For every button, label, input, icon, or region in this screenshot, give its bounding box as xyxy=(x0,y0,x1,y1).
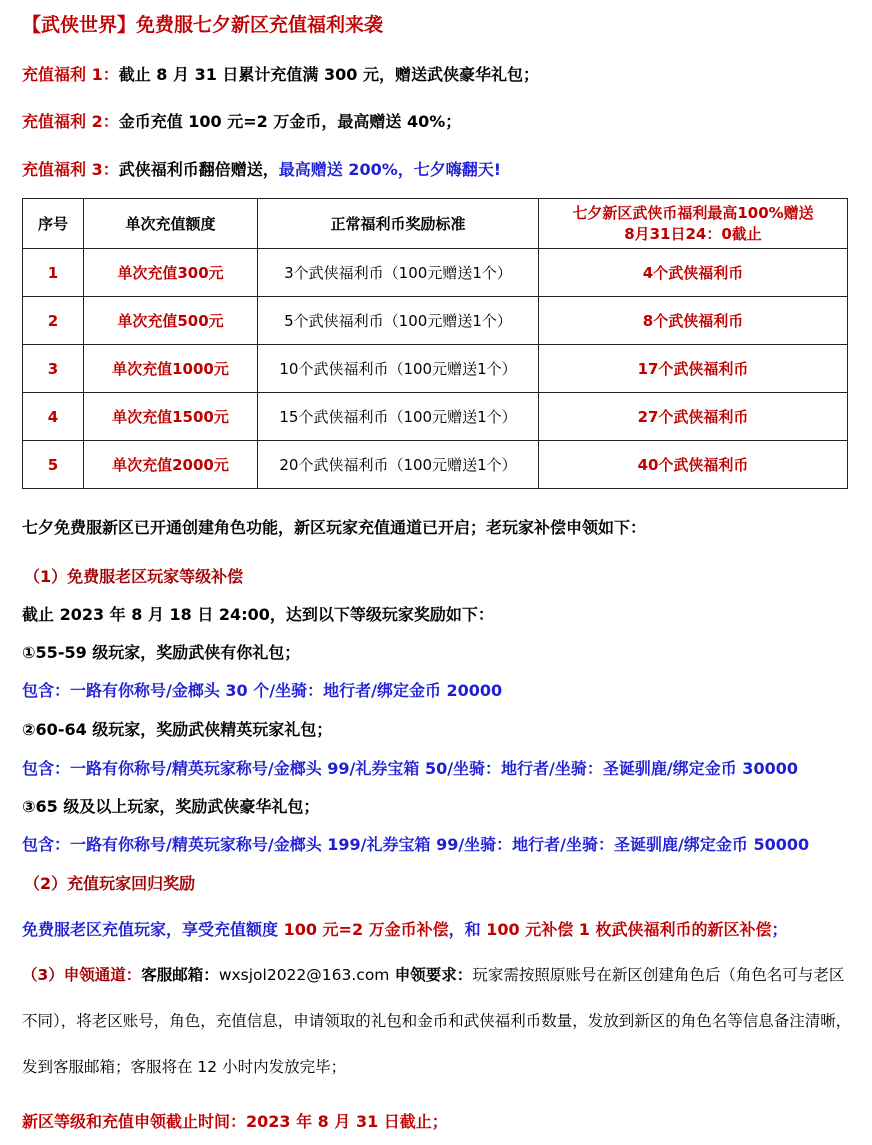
page-title: 【武侠世界】免费服七夕新区充值福利来袭 xyxy=(22,14,384,36)
email-address: wxsjol2022@163.com xyxy=(218,966,390,984)
row-amount: 单次充值1500元 xyxy=(84,393,258,441)
row-no: 2 xyxy=(23,297,84,345)
header-special-line2: 8月31日24：0截止 xyxy=(624,224,762,243)
benefit-3-text: 武侠福利币翻倍赠送， xyxy=(118,160,279,179)
section1-title: （1）免费服老区玩家等级补偿 xyxy=(24,567,244,586)
tier-2-contents: 包含：一路有你称号/精英玩家称号/金榔头 99/礼券宝箱 50/坐骑：地行者/坐骑：圣诞驯鹿/绑定金币 30000 xyxy=(22,759,798,778)
email-label: 客服邮箱： xyxy=(141,966,219,984)
tier-1-contents: 包含：一路有你称号/金榔头 30 个/坐骑：地行者/绑定金币 20000 xyxy=(22,681,503,700)
row-no: 3 xyxy=(23,345,84,393)
tier-2: ②60-64 级玩家，奖励武侠精英玩家礼包； xyxy=(22,720,333,739)
table-row xyxy=(23,249,848,297)
row-amount: 单次充值500元 xyxy=(84,297,258,345)
row-no: 4 xyxy=(23,393,84,441)
section2-part3: ，和 xyxy=(448,920,481,939)
section2-text xyxy=(22,917,788,940)
table-row xyxy=(23,297,848,345)
deadline-line: 截止 2023 年 8 月 18 日 24:00，达到以下等级玩家奖励如下： xyxy=(22,605,494,624)
section2-part2: 100 元=2 万金币补偿 xyxy=(278,920,449,939)
benefit-1-text: 截止 8 月 31 日累计充值满 300 元，赠送武侠豪华礼包； xyxy=(118,65,539,84)
final-deadline: 新区等级和充值申领截止时间：2023 年 8 月 31 日截止； xyxy=(22,1112,448,1131)
request-text: 玩家需按照原账号在新区创建角色后（角色名可与老区不同），将老区账号，角色，充值信息，申请领取的礼包和金币和武侠福利币数量，发放到新区的角色名等信息备注清晰，发到客服邮箱；客服将在 12 小时内发放完毕； xyxy=(22,966,852,1076)
benefit-2-label: 充值福利 2： xyxy=(22,112,119,131)
row-normal-reward: 5个武侠福利币（100元赠送1个） xyxy=(258,297,539,345)
row-normal-reward: 15个武侠福利币（100元赠送1个） xyxy=(258,393,539,441)
table-row xyxy=(23,345,848,393)
benefit-2-text: 金币充值 100 元=2 万金币，最高赠送 40%； xyxy=(118,112,462,131)
row-special-reward: 8个武侠福利币 xyxy=(539,297,848,345)
benefit-3-highlight: 最高赠送 200%，七夕嗨翻天! xyxy=(278,160,502,179)
header-no: 序号 xyxy=(23,199,84,249)
section3-paragraph xyxy=(22,952,852,1090)
benefit-3-label: 充值福利 3： xyxy=(22,160,119,179)
header-special-reward xyxy=(539,199,848,249)
header-normal-reward: 正常福利币奖励标准 xyxy=(258,199,539,249)
row-normal-reward: 10个武侠福利币（100元赠送1个） xyxy=(258,345,539,393)
table-header-row xyxy=(23,199,848,249)
table-row xyxy=(23,441,848,489)
row-special-reward: 17个武侠福利币 xyxy=(539,345,848,393)
benefit-1 xyxy=(22,62,539,85)
section2-title: （2）充值玩家回归奖励 xyxy=(24,874,196,893)
tier-3-contents: 包含：一路有你称号/精英玩家称号/金榔头 199/礼券宝箱 99/坐骑：地行者/坐骑：圣诞驯鹿/绑定金币 50000 xyxy=(22,835,810,854)
header-amount: 单次充值额度 xyxy=(84,199,258,249)
section2-part4: 100 元补偿 1 枚武侠福利币的新区补偿 xyxy=(480,920,772,939)
benefit-2 xyxy=(22,109,461,132)
intro-text: 七夕免费服新区已开通创建角色功能，新区玩家充值通道已开启；老玩家补偿申领如下： xyxy=(22,518,647,537)
row-normal-reward: 3个武侠福利币（100元赠送1个） xyxy=(258,249,539,297)
benefit-3 xyxy=(22,157,501,180)
header-special-line1: 七夕新区武侠币福利最高100%赠送 xyxy=(572,203,814,222)
row-amount: 单次充值1000元 xyxy=(84,345,258,393)
row-no: 5 xyxy=(23,441,84,489)
row-special-reward: 4个武侠福利币 xyxy=(539,249,848,297)
table-row xyxy=(23,393,848,441)
row-special-reward: 27个武侠福利币 xyxy=(539,393,848,441)
reward-table xyxy=(22,198,848,489)
tier-3: ③65 级及以上玩家，奖励武侠豪华礼包； xyxy=(22,797,320,816)
benefit-1-label: 充值福利 1： xyxy=(22,65,119,84)
section2-part5: ； xyxy=(771,920,788,939)
row-no: 1 xyxy=(23,249,84,297)
section2-part1: 免费服老区充值玩家，享受充值额度 xyxy=(22,920,279,939)
section3-title: （3）申领通道： xyxy=(22,966,142,984)
row-amount: 单次充值300元 xyxy=(84,249,258,297)
tier-1: ①55-59 级玩家，奖励武侠有你礼包； xyxy=(22,643,301,662)
request-label: 申领要求： xyxy=(389,966,473,984)
row-amount: 单次充值2000元 xyxy=(84,441,258,489)
row-special-reward: 40个武侠福利币 xyxy=(539,441,848,489)
row-normal-reward: 20个武侠福利币（100元赠送1个） xyxy=(258,441,539,489)
